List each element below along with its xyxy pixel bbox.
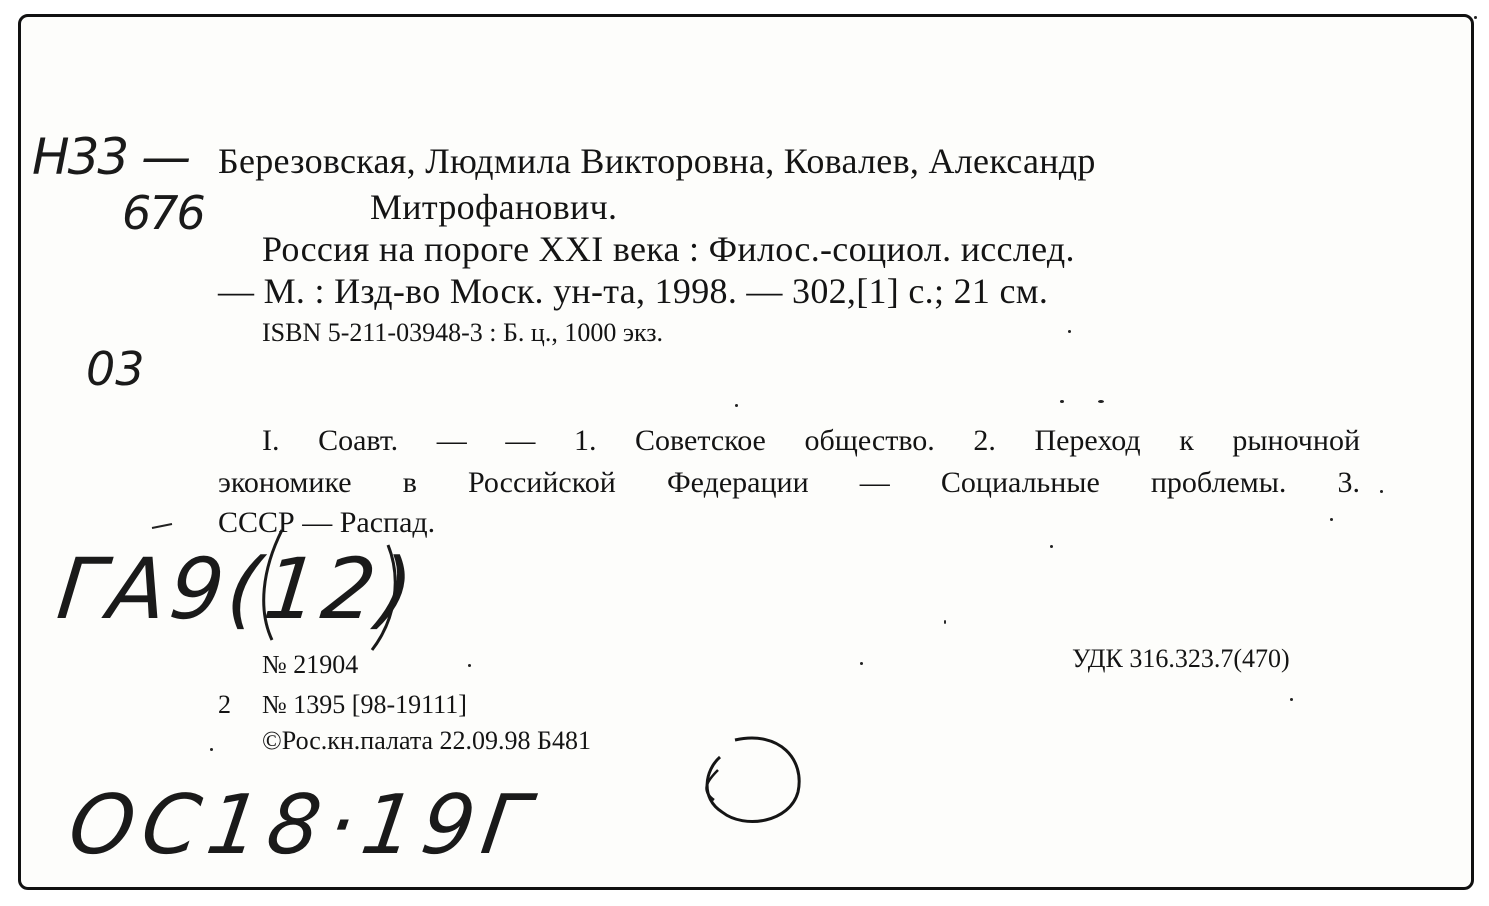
handwritten-bottom-code: ОС18·19Г [63,778,543,873]
speck [944,620,946,624]
speck [210,748,213,751]
speck [1474,16,1477,19]
speck [1330,518,1333,521]
speck [860,662,863,665]
speck [735,404,738,407]
isbn-line: ISBN 5-211-03948-3 : Б. ц., 1000 экз. [262,318,664,347]
handwritten-classification: ГА9(12) [52,540,422,638]
handwritten-call-number-bottom: 676 [122,186,204,240]
record-prefix: 2 [218,690,231,719]
card-number: № 21904 [262,650,359,679]
author-heading-line2: Митрофанович. [370,187,618,227]
circle-mark [707,738,799,821]
udk-code: УДК 316.323.7(470) [1072,644,1290,673]
speck [1290,698,1293,701]
speck [1380,490,1383,493]
speck [1050,545,1053,548]
title-line2: — М. : Изд-во Моск. ун-та, 1998. — 302,[1] с.; 21 см. [218,271,1049,311]
subjects-line3: СССР — Распад. [218,506,436,539]
paren-mark-close [372,545,395,650]
handwritten-code-03: 03 [86,342,145,396]
subjects-line2: экономике в Российской Федерации — Социальные проблемы. 3. [218,466,1360,499]
subjects-line1: I. Соавт. — — 1. Советское общество. 2. Переход к рыночной [262,424,1360,457]
author-heading-line1: Березовская, Людмила Викторовна, Ковалев, Александр [218,141,1096,181]
title-line1: Россия на пороге XXI века : Филос.-социол. исслед. [262,229,1075,269]
speck [1068,330,1071,333]
dash-mark [152,524,172,528]
paren-mark [264,530,282,640]
copyright-line: ©Рос.кн.палата 22.09.98 Б481 [262,726,591,755]
speck [468,664,471,667]
record-line: № 1395 [98-19111] [262,690,467,719]
speck [1060,400,1064,403]
handwritten-call-number-top: Н33 — [32,128,190,186]
speck [1098,400,1104,403]
